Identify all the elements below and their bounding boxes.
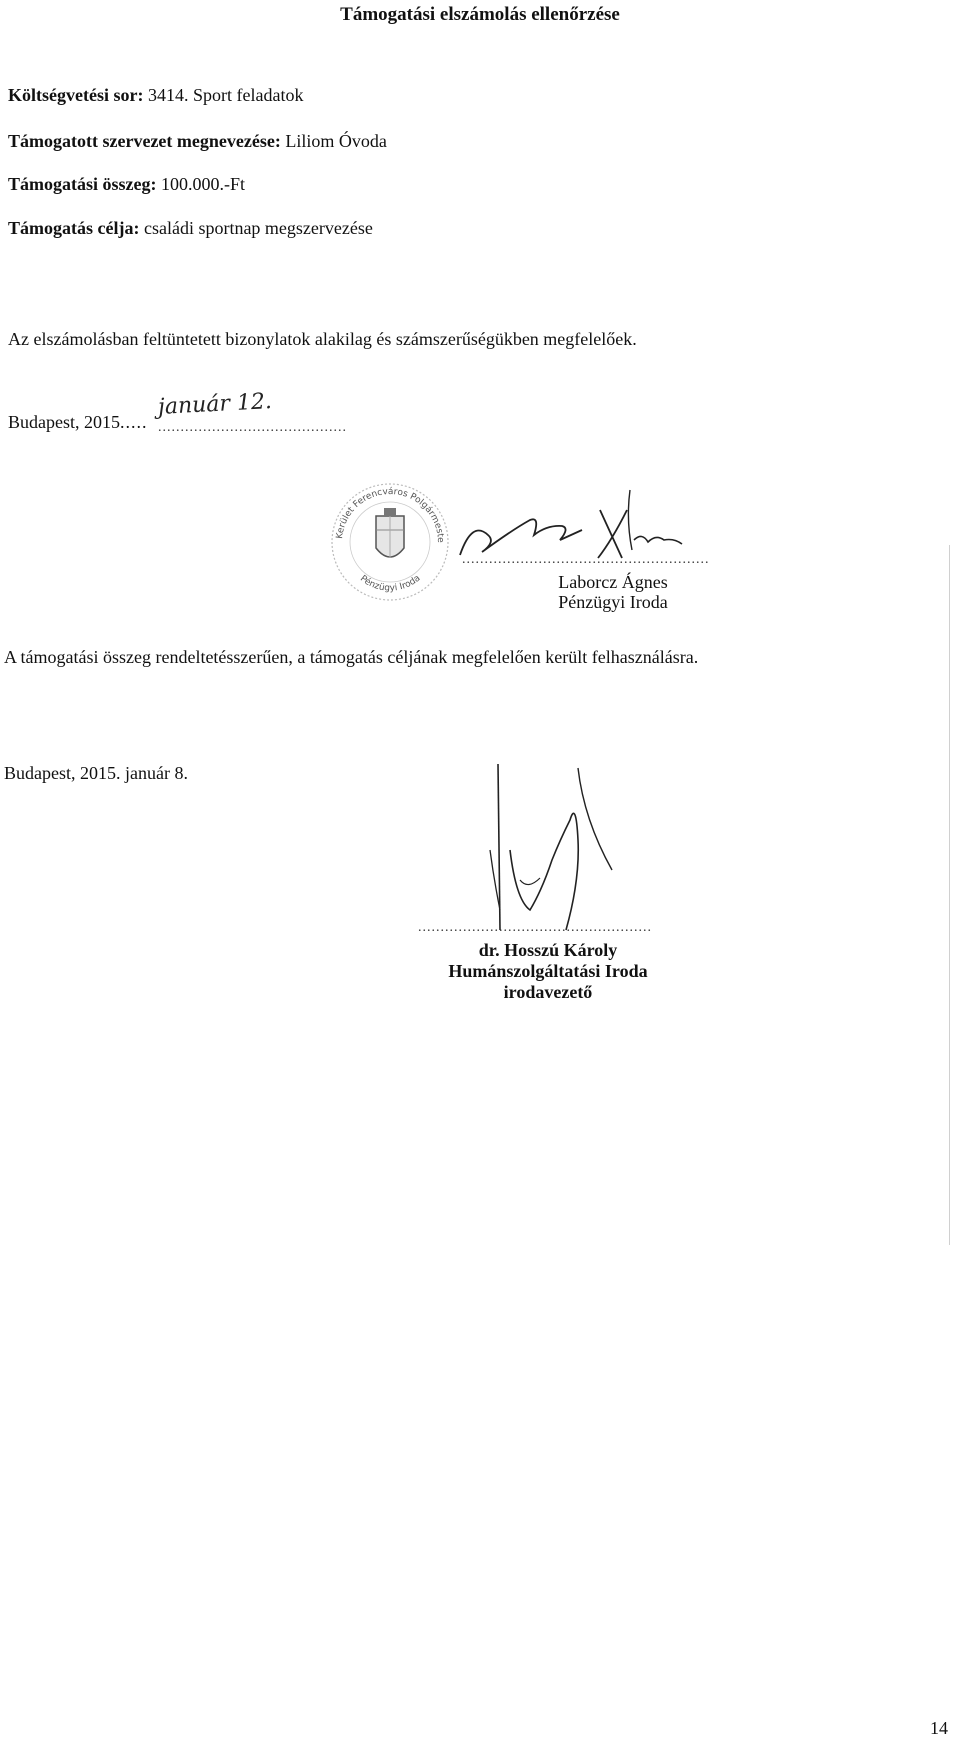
statement-text: Az elszámolásban feltüntetett bizonylatok alakilag és számszerűségükben megfelelőek. [8, 329, 637, 349]
signer-1-name: Laborcz Ágnes [558, 572, 668, 592]
stamp-text-bottom: Pénzügyi Iroda [358, 573, 423, 594]
amount-label: Támogatási összeg: [8, 174, 157, 194]
place-date-1: Budapest, 2015..... [8, 412, 148, 432]
stamp-text-top: Kerület Ferencváros Polgármesteri [324, 471, 446, 543]
place-date-1-prefix: Budapest, 2015 [8, 412, 120, 432]
signature-2 [480, 760, 620, 940]
budget-line [8, 85, 303, 106]
budget-line-value: 3414. Sport feladatok [147, 85, 304, 105]
signer-1-dept: Pénzügyi Iroda [558, 592, 668, 612]
purpose-value: családi sportnap megszervezése [143, 218, 373, 238]
budget-line-label: Költségvetési sor: [8, 85, 144, 105]
signature-1-dotted-line: ....................................................... [462, 552, 710, 567]
scan-edge-divider [949, 545, 950, 1245]
official-stamp [324, 471, 454, 606]
amount-value: 100.000.-Ft [160, 174, 245, 194]
organization-label: Támogatott szervezet megnevezése: [8, 131, 281, 151]
signature-2-dotted-line: .................................................... [418, 920, 652, 935]
svg-text:Pénzügyi Iroda [358, 574, 422, 594]
page-number: 14 [930, 1718, 948, 1738]
purpose-line [8, 218, 373, 239]
handwritten-date: január 12. [157, 389, 273, 420]
purpose-label: Támogatás célja: [8, 218, 140, 238]
dotted-line: .......................................... [158, 420, 347, 435]
signer-2-name: dr. Hosszú Károly [478, 940, 618, 960]
amount-line [8, 174, 245, 195]
organization-line [8, 131, 387, 152]
place-date-2: Budapest, 2015. január 8. [4, 763, 188, 783]
signer-2-role: irodavezető [503, 982, 593, 1002]
organization-value: Liliom Óvoda [285, 131, 387, 151]
document-title: Támogatási elszámolás ellenőrzése [340, 4, 620, 25]
signer-2-dept: Humánszolgáltatási Iroda [448, 961, 648, 981]
statement-2-text: A támogatási összeg rendeltetésszerűen, a támogatás céljának megfelelően került felhasználásra. [4, 647, 699, 667]
